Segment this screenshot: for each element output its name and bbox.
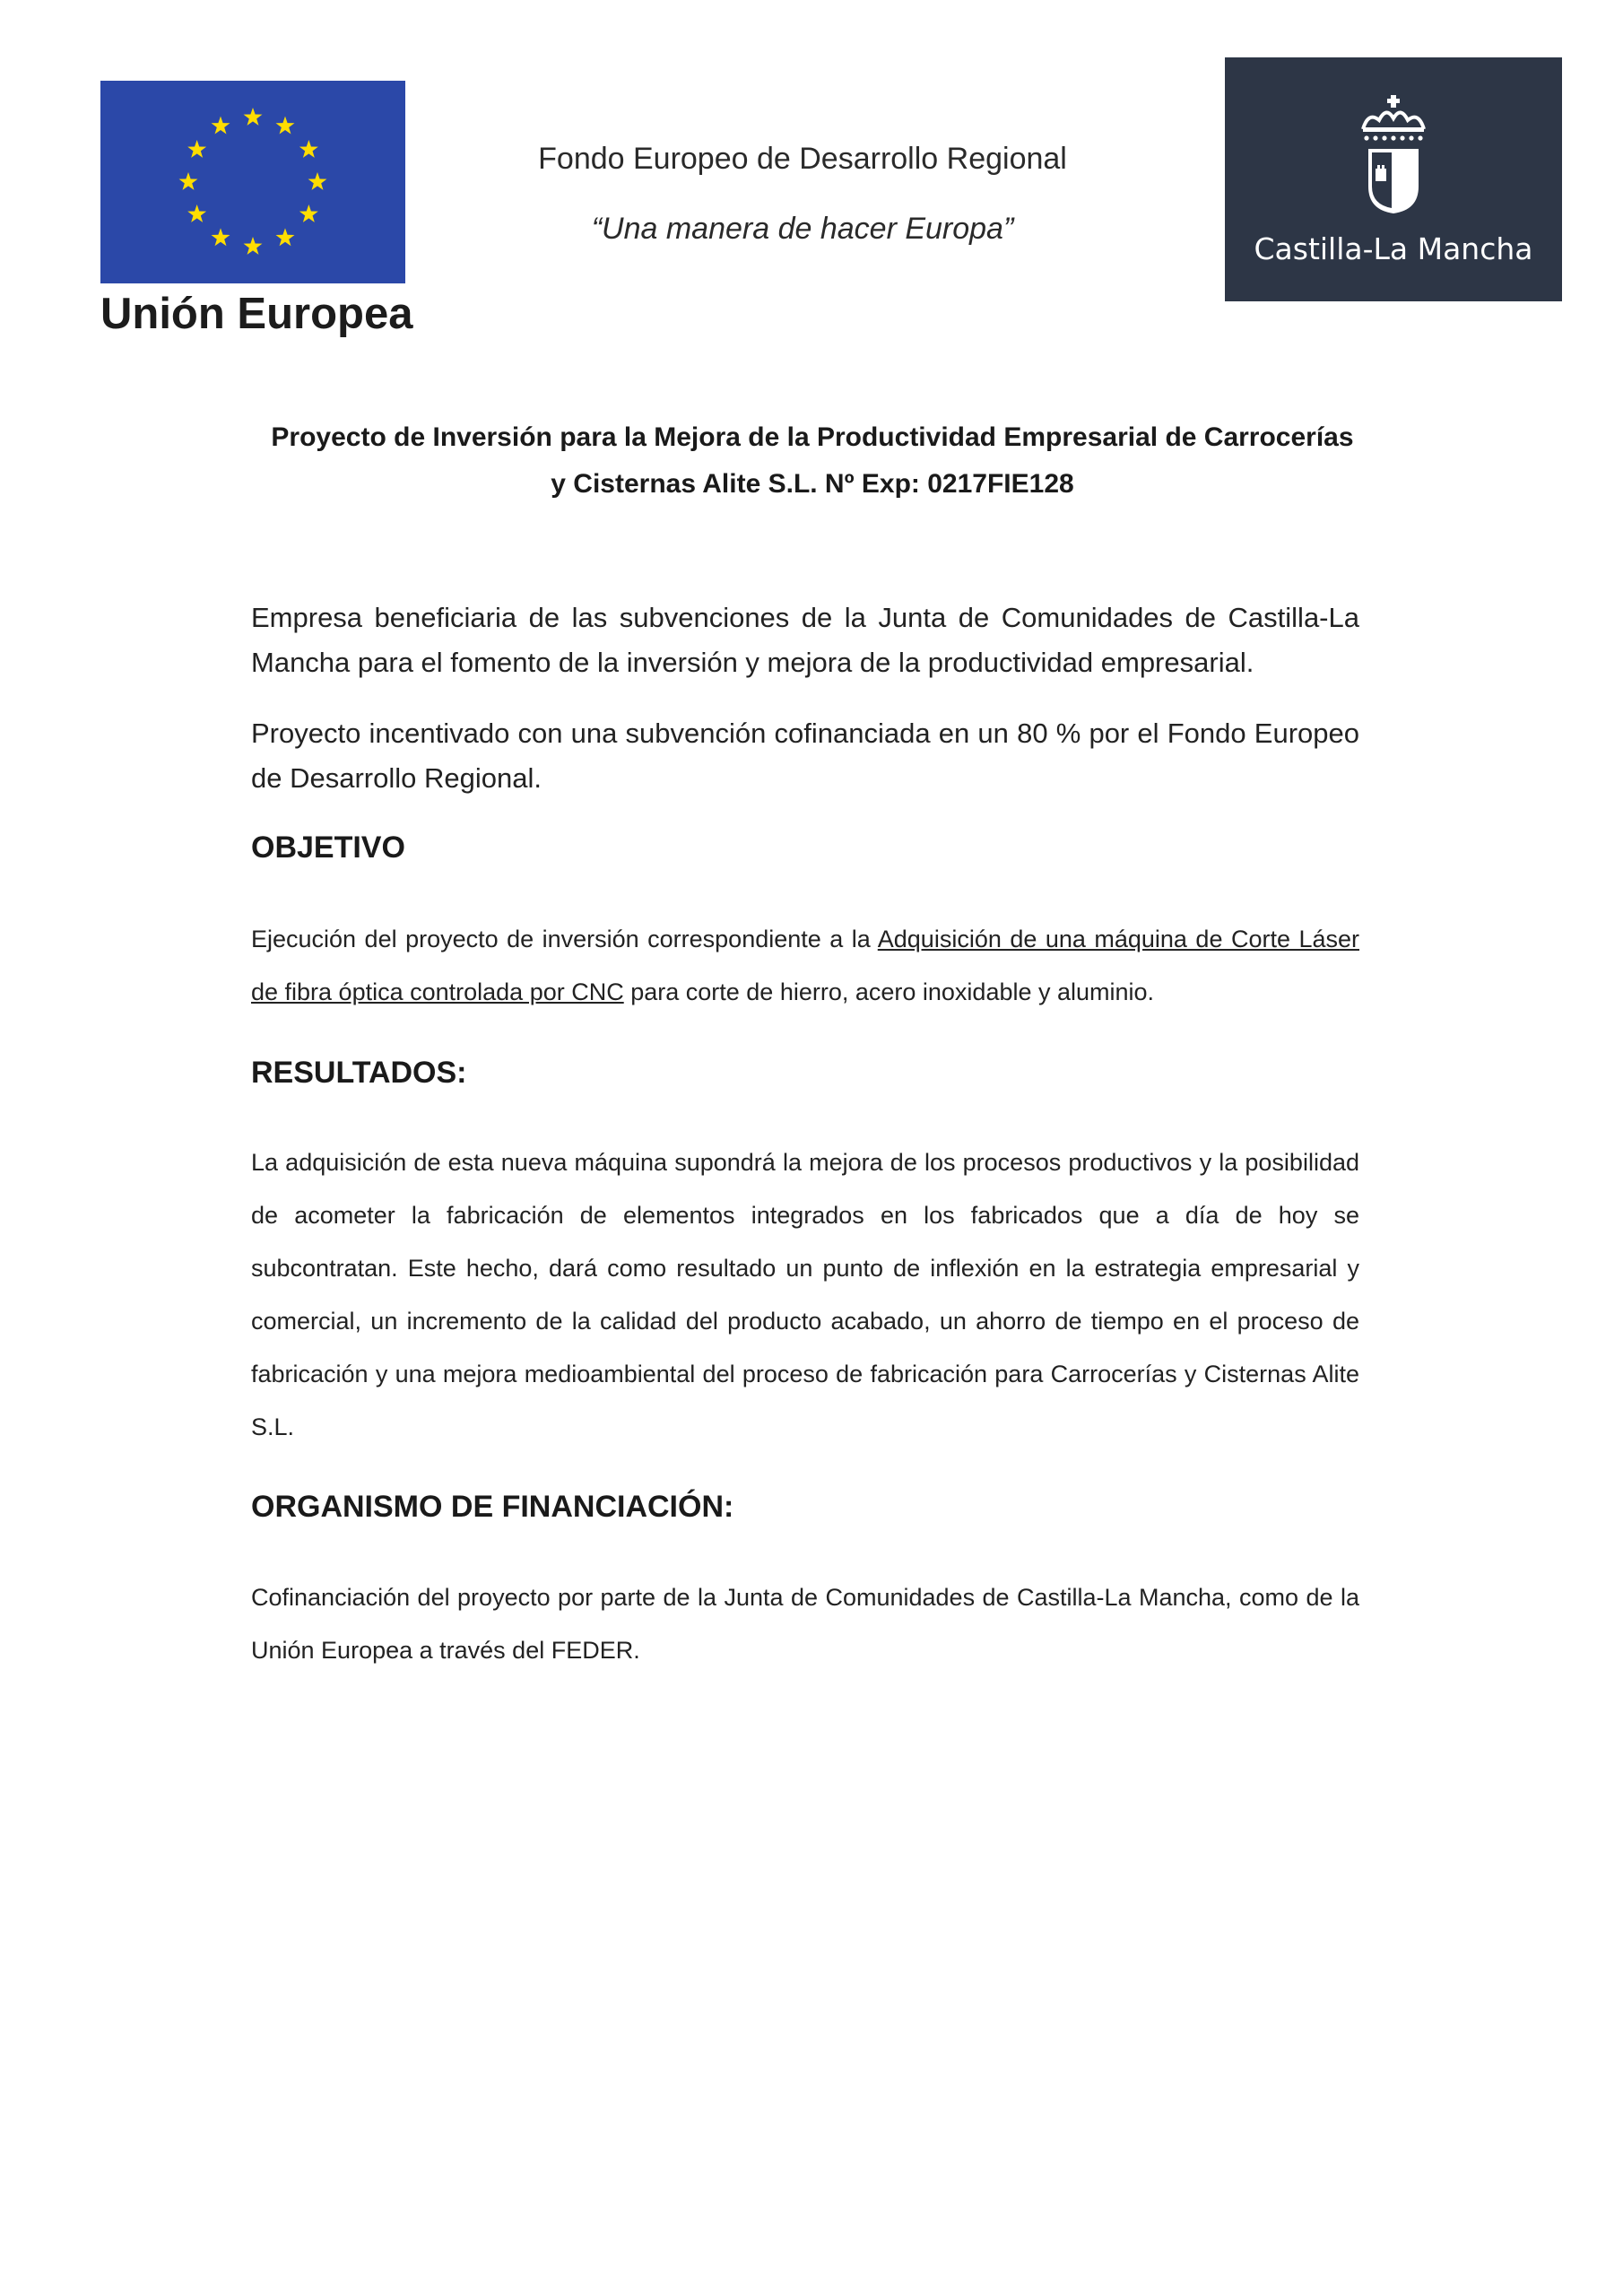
- eu-caption: Unión Europea: [100, 290, 413, 338]
- resultados-heading: RESULTADOS:: [251, 1056, 467, 1090]
- intro-paragraph-1: Empresa beneficiaria de las subvenciones de la Junta de Comunidades de Castilla-La Mancha para el fomento de la inversión y mejora de la productividad empresarial.: [251, 602, 1359, 678]
- eu-star-icon: [299, 140, 318, 158]
- organismo-heading: ORGANISMO DE FINANCIACIÓN:: [251, 1490, 734, 1524]
- eu-star-icon: [276, 228, 295, 246]
- organismo-text: Cofinanciación del proyecto por parte de la Junta de Comunidades de Castilla-La Mancha, como de la Unión Europea a través del FEDER.: [251, 1584, 1359, 1664]
- eu-star-icon: [244, 237, 263, 255]
- eu-star-icon: [308, 172, 327, 190]
- intro-paragraph-2: Proyecto incentivado con una subvención cofinanciada en un 80 % por el Fondo Europeo de Desarrollo Regional.: [251, 718, 1359, 794]
- eu-star-icon: [244, 108, 263, 126]
- eu-flag-logo: [100, 81, 405, 283]
- eu-star-icon: [187, 204, 206, 222]
- objetivo-text-end: para corte de hierro, acero inoxidable y aluminio.: [623, 978, 1155, 1005]
- eu-star-icon: [187, 140, 206, 158]
- objetivo-heading: OBJETIVO: [251, 831, 405, 865]
- resultados-text: La adquisición de esta nueva máquina supondrá la mejora de los procesos productivos y la posibilidad de acometer la fabricación de elementos integrados en los fabricados que a día de hoy se subcontratan. Este hecho, dará como resultado un punto de inflexión en la estrategia empresarial y comercial, un incremento de la calidad del producto acabado, un ahorro de tiempo en el proceso de fabricación y una mejora medioambiental del proceso de fabricación para Carrocerías y Cisternas Alite S.L.: [251, 1149, 1359, 1440]
- eu-stars-icon: [100, 81, 405, 283]
- fund-motto: “Una manera de hacer Europa”: [591, 212, 1014, 246]
- eu-star-icon: [299, 204, 318, 222]
- castilla-la-mancha-logo-text: Castilla-La Mancha: [1254, 231, 1533, 266]
- eu-star-icon: [212, 228, 230, 246]
- title-line-1: Proyecto de Inversión para la Mejora de la Productividad Empresarial de Carrocerías: [271, 422, 1354, 452]
- fund-name: Fondo Europeo de Desarrollo Regional: [538, 142, 1067, 176]
- castilla-la-mancha-logo: [1225, 57, 1562, 301]
- crown-shield-icon: [1358, 93, 1429, 215]
- objetivo-text: [251, 913, 1359, 1019]
- document-title: [212, 414, 1413, 508]
- eu-star-icon: [212, 117, 230, 135]
- objetivo-text-start: Ejecución del proyecto de inversión correspondiente a la: [251, 926, 878, 952]
- objetivo-underlined-text: Adquisición de una máquina de Corte Láser de fibra óptica controlada por CNC: [251, 926, 1359, 1005]
- eu-star-icon: [276, 117, 295, 135]
- eu-star-icon: [179, 172, 198, 190]
- title-line-2: y Cisternas Alite S.L. Nº Exp: 0217FIE128: [551, 469, 1074, 499]
